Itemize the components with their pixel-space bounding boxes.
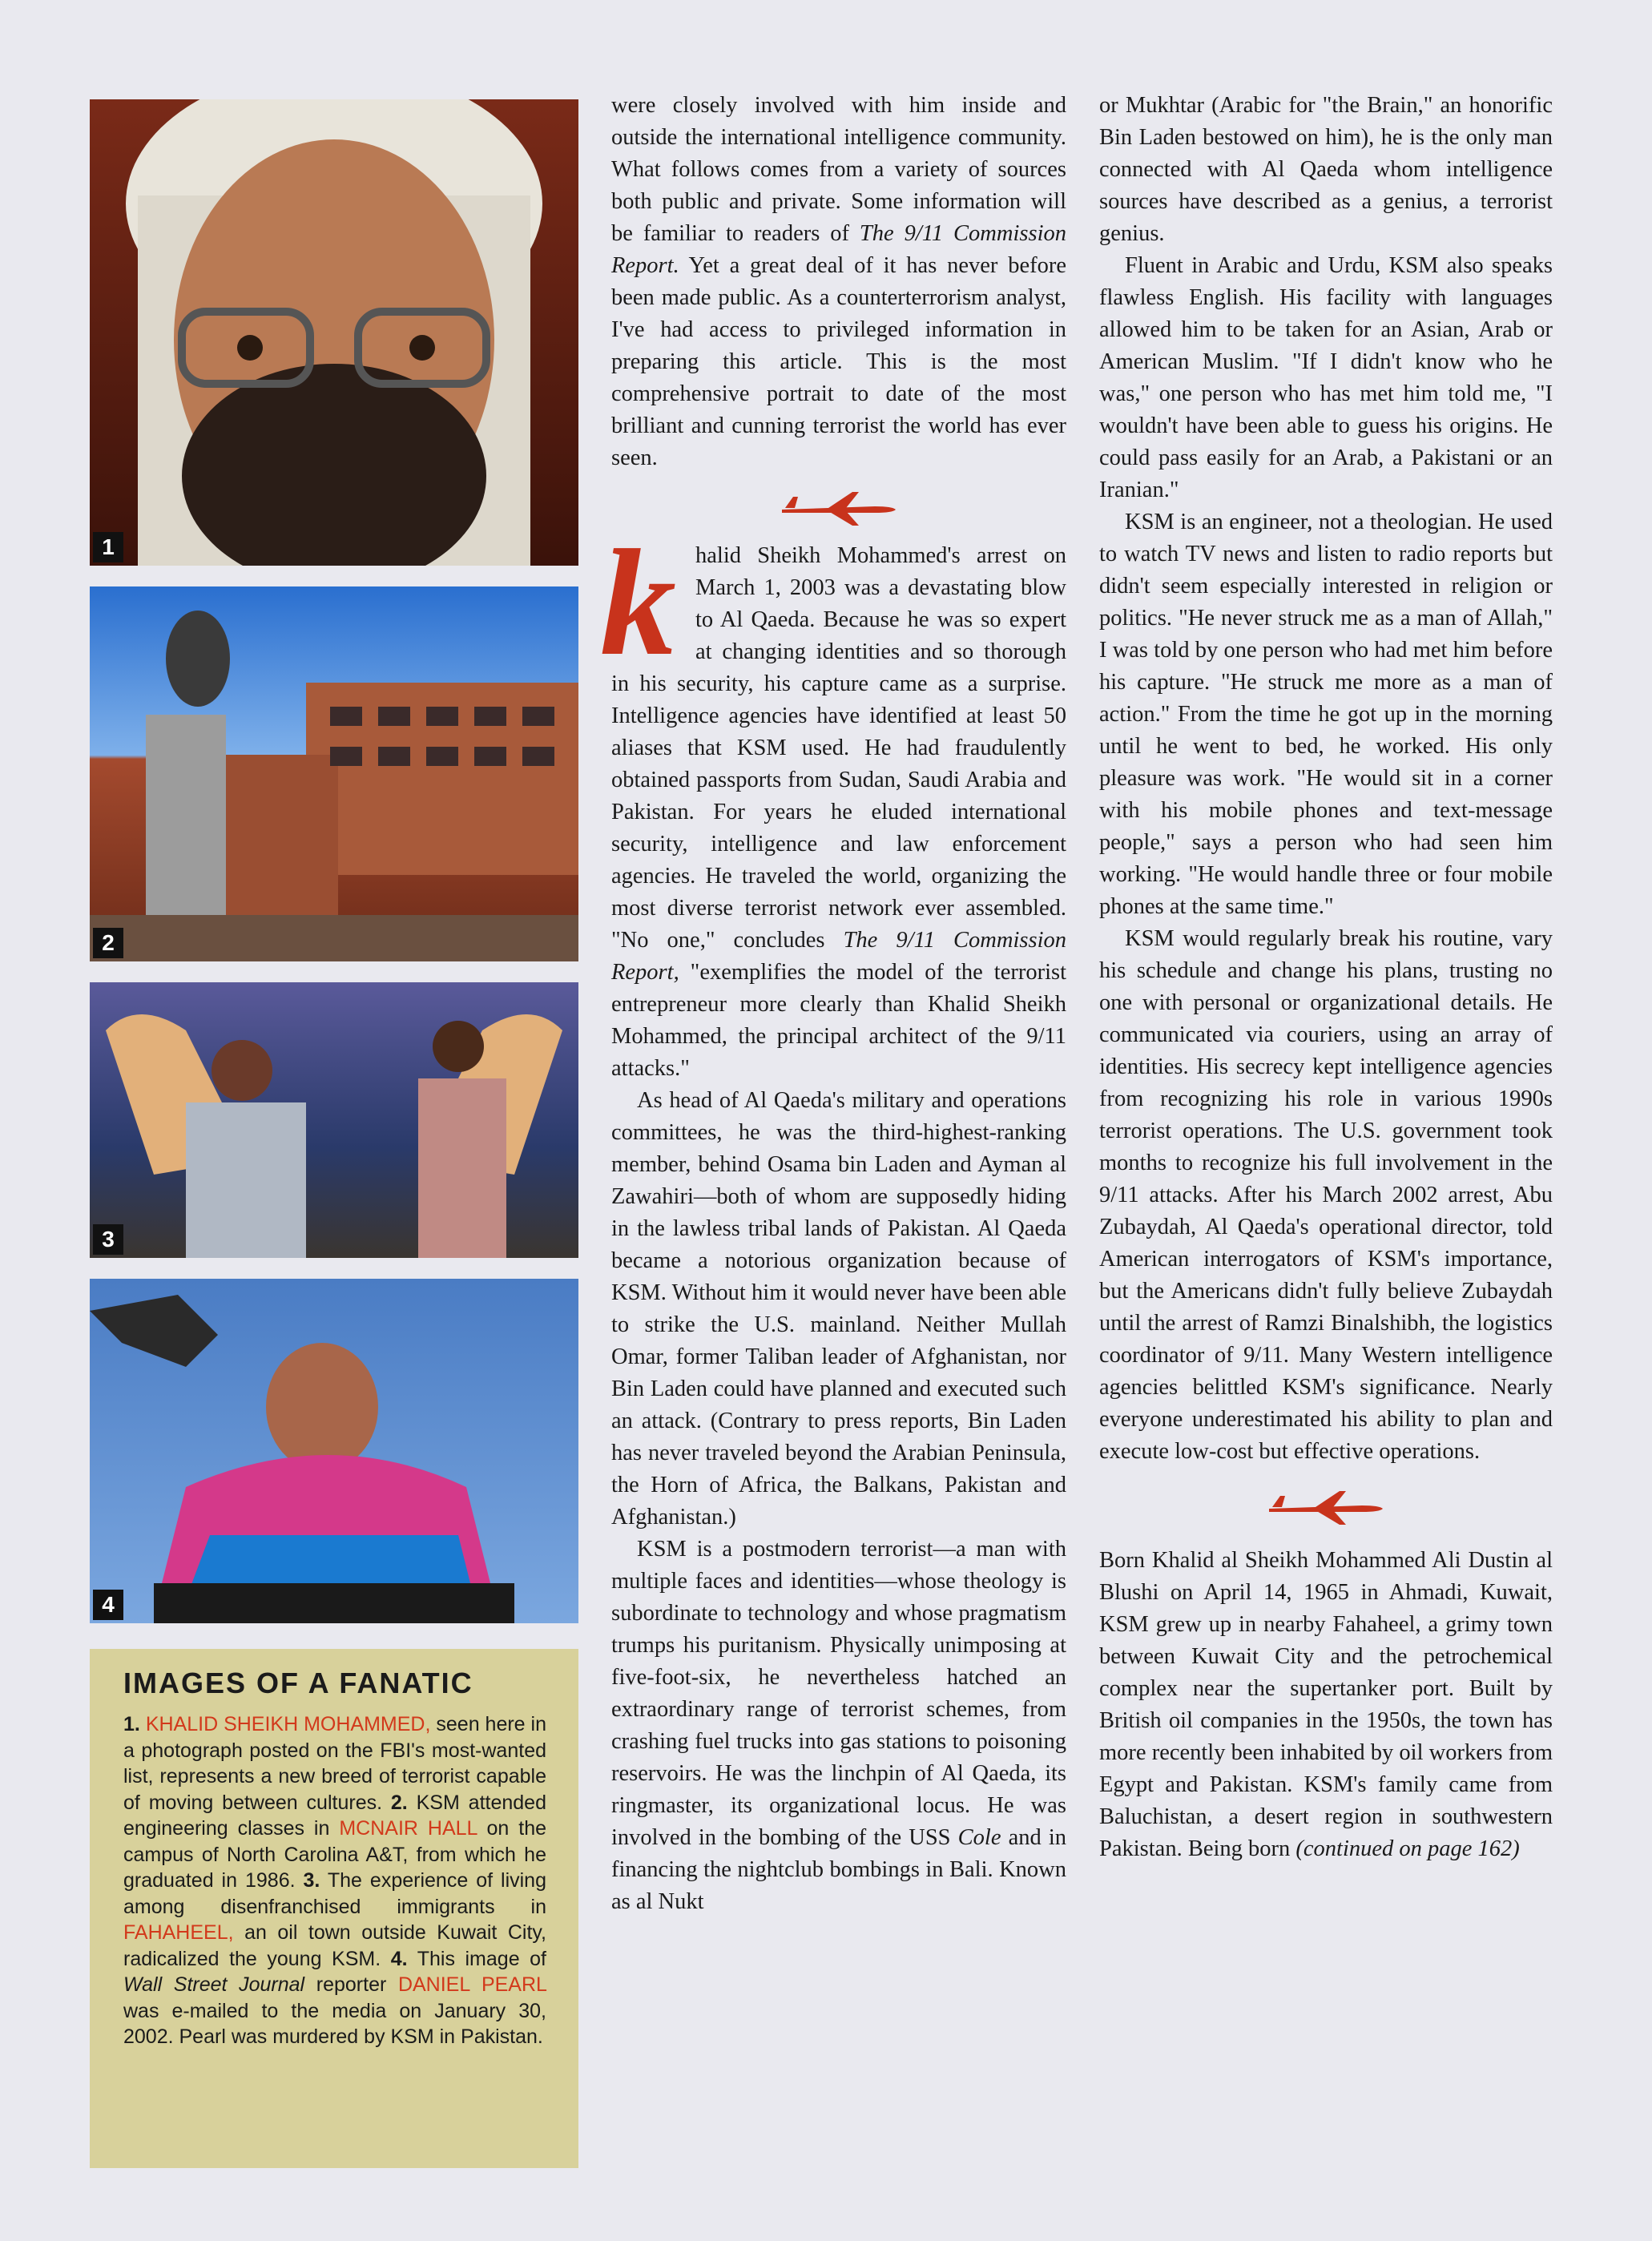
- caption-name: MCNAIR HALL: [339, 1817, 477, 1840]
- section-ornament: [1099, 1468, 1553, 1545]
- paragraph: [1099, 1545, 1553, 1865]
- airplane-icon: [779, 487, 899, 527]
- paragraph: [611, 90, 1066, 474]
- article-column-middle: [600, 90, 1066, 1918]
- photo-mcnair-hall: [90, 586, 578, 961]
- caption-text: seen here in a photograph posted on the FBI's most-wanted list, represents a new breed of terrorist capable of moving between cultures.: [123, 1713, 546, 1814]
- caption-text: an oil town outside Kuwait City, radicalized the young KSM.: [123, 1921, 546, 1970]
- caption-name: FAHAHEEL,: [123, 1921, 234, 1944]
- caption-text: This image of: [407, 1947, 547, 1970]
- mural-icon: [90, 982, 578, 1258]
- paragraph-text: "exemplifies the model of the terrorist entrepreneur more clearly than Khalid Sheikh Mohammed, the principal architect of the 9/11 attacks.": [611, 960, 1066, 1081]
- caption-name: KHALID SHEIKH MOHAMMED,: [145, 1713, 431, 1735]
- article-column-right: [1099, 90, 1553, 1865]
- building-icon: [90, 586, 578, 961]
- paragraph-text: and in financing the nightclub bombings in Bali. Known as al Nukt: [611, 1825, 1066, 1914]
- photo-number: 1: [93, 532, 123, 562]
- paragraph-text: Born Khalid al Sheikh Mohammed Ali Dustin al Blushi on April 14, 1965 in Ahmadi, Kuwait, KSM grew up in nearby Fahaheel, a grimy town between Kuwait City and the petrochemical complex near the supertanker port. Built by British oil companies in the 1950s, the town has more recently been inhabited by oil workers from Egypt and Pakistan. KSM's family came from Baluchistan, a desert region in southwestern Pakistan. Being born: [1099, 1548, 1553, 1861]
- caption-name: DANIEL PEARL: [397, 1973, 547, 1996]
- airplane-icon: [1266, 1486, 1386, 1526]
- caption-title: IMAGES OF A FANATIC: [123, 1667, 473, 1699]
- paragraph: or Mukhtar (Arabic for "the Brain," an honorific Bin Laden bestowed on him), he is the only man connected with Al Qaeda whom intelligence sources have described as a genius, a terrorist genius.: [1099, 93, 1553, 246]
- caption-body: [123, 1711, 546, 2050]
- hostage-icon: [90, 1279, 578, 1623]
- paragraph-text: KSM is a postmodern terrorist—a man with multiple faces and identities—whose theology is subordinate to technology and whose pragmatism trumps his puritanism. Physically unimposing at five-foot-six, he nevertheless hatched an extraordinary range of terrorist schemes, from crashing fuel trucks into gas stations to poisoning reservoirs. He was the linchpin of Al Qaeda, its ringmaster, its organizational locus. He was involved in the bombing of the USS: [611, 1537, 1066, 1850]
- portrait-icon: [90, 99, 578, 566]
- paragraph-text: Yet a great deal of it has never before been made public. As a counterterrorism analyst, I've had access to privileged information in preparing this article. This is the most comprehensive portrait to date of the most brilliant and cunning terrorist the world has ever seen.: [611, 253, 1066, 470]
- caption-number: 4.: [390, 1947, 408, 1970]
- paragraph: KSM is an engineer, not a theologian. He used to watch TV news and listen to radio reports but didn't seem especially interested in religion or politics. "He never struck me as a man of Allah," I was told by one person who had met him before his capture. "He struck me more as a man of action." From the time he got up in the morning until he went to bed, he worked. His only pleasure was work. "He would sit in a corner with his mobile phones and text-message people," says a person who had seen him working. "He would handle three or four mobile phones at the same time.": [1099, 510, 1553, 919]
- paragraph-text: were closely involved with him inside and outside the international intelligence community. What follows comes from a variety of sources both public and private. Some information will be familiar to readers of: [611, 93, 1066, 246]
- paragraph-text: halid Sheikh Mohammed's arrest on March 1, 2003 was a devastating blow to Al Qaeda. Because he was so expert at changing identities and so thorough in his security, his capture came as a surprise. Intelligence agencies have identified at least 50 aliases that KSM used. He had fraudulently obtained passports from Sudan, Saudi Arabia and Pakistan. For years he eluded international security, intelligence and law enforcement agencies. He traveled the world, organizing the most diverse terrorist network ever assembled. "No one," concludes: [611, 543, 1066, 953]
- caption-text: was e-mailed to the media on January 30, 2002. Pearl was murdered by KSM in Pakistan.: [123, 1999, 546, 2048]
- caption-publication: Wall Street Journal: [123, 1973, 305, 1996]
- paragraph: [611, 1534, 1066, 1918]
- drop-cap: k: [600, 519, 676, 687]
- paragraph: KSM would regularly break his routine, vary his schedule and change his plans, trusting no one with personal or organizational details. He communicated via couriers, using an array of identities. His secrecy kept intelligence agencies from recognizing his role in various 1990s terrorist operations. The U.S. government took months to recognize his full involvement in the 9/11 attacks. After his March 2002 arrest, Abu Zubaydah, Al Qaeda's operational director, told American interrogators of KSM's importance, but the Americans didn't fully believe Zubaydah until the arrest of Ramzi Binalshibh, the logistics coordinator of 9/11. Many Western intelligence agencies belittled KSM's significance. Nearly everyone underestimated his ability to plan and execute low-cost but effective operations.: [1099, 926, 1553, 1464]
- photo-daniel-pearl: [90, 1279, 578, 1623]
- continued-note[interactable]: (continued on page 162): [1295, 1836, 1520, 1861]
- caption-number: 3.: [303, 1869, 320, 1892]
- photo-ksm-portrait: [90, 99, 578, 566]
- photo-number: 3: [93, 1224, 123, 1255]
- caption-text: on the campus of North Carolina A&T, from which he graduated in 1986.: [123, 1817, 546, 1892]
- caption-text: The experience of living among disenfranchised immigrants in: [123, 1869, 546, 1918]
- photo-fahaheel: [90, 982, 578, 1258]
- caption-box: [90, 1649, 578, 2168]
- paragraph: Fluent in Arabic and Urdu, KSM also speaks flawless English. His facility with languages allowed him to be taken for an Asian, Arab or American Muslim. "If I didn't know who he was," one person who has met him told me, "I wouldn't have been able to guess his origins. He could pass easily for an Arab, a Pakistani or an Iranian.": [1099, 253, 1553, 502]
- paragraph: [600, 519, 1066, 1085]
- photo-number: 4: [93, 1590, 123, 1620]
- caption-number: 1.: [123, 1713, 140, 1735]
- ship-name: Cole: [957, 1825, 1001, 1850]
- book-title: The 9/11 Commission Report,: [611, 928, 1066, 985]
- caption-number: 2.: [390, 1791, 408, 1814]
- photo-number: 2: [93, 928, 123, 958]
- section-ornament: [611, 474, 1066, 540]
- caption-text: KSM attended engineering classes in: [123, 1791, 546, 1840]
- paragraph: As head of Al Qaeda's military and operations committees, he was the third-highest-ranking member, behind Osama bin Laden and Ayman al Zawahiri—both of whom are supposedly hiding in the lawless tribal lands of Pakistan. Al Qaeda became a notorious organization because of KSM. Without him it would never have been able to strike the U.S. mainland. Neither Mullah Omar, former Taliban leader of Afghanistan, nor Bin Laden could have planned and executed such an attack. (Contrary to press reports, Bin Laden has never traveled beyond the Arabian Peninsula, the Horn of Africa, the Balkans, Pakistan and Afghanistan.): [611, 1088, 1066, 1530]
- caption-text: reporter: [304, 1973, 398, 1996]
- book-title: The 9/11 Commission Report.: [611, 221, 1066, 278]
